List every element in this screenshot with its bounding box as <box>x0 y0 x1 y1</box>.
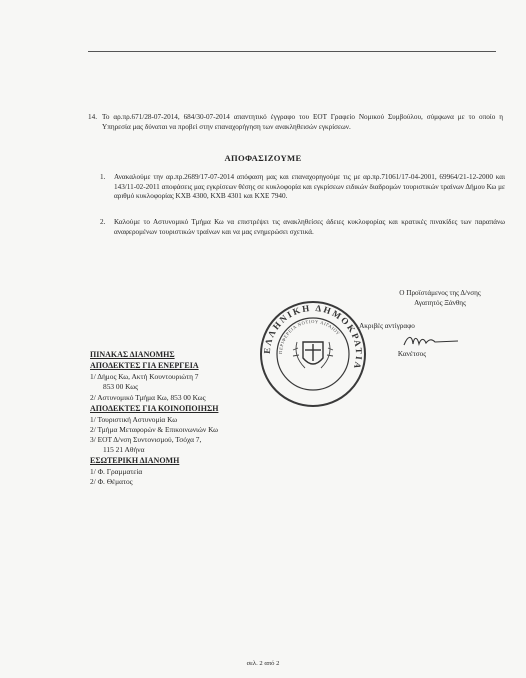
stamp-inner-text: ΠΕΡΙΦΕΡΕΙΑ ΝΟΤΙΟΥ ΑΙΓΑΙΟΥ <box>277 318 342 355</box>
stamp-ring-text: ΕΛΛΗΝΙΚΗ ΔΗΜΟΚΡΑΤΙΑ <box>261 302 365 372</box>
item-14-number: 14. <box>88 113 97 121</box>
distribution-title: ΠΙΝΑΚΑΣ ΔΙΑΝΟΜΗΣ <box>90 350 175 359</box>
signatory-name: Αγαπητός Ξάνθης <box>414 299 466 307</box>
internal-recipient-1: 1/ Φ. Γραμματεία <box>90 467 143 476</box>
internal-recipient-2: 2/ Φ. Θέματος <box>90 477 133 486</box>
item-14-text: Το αρ.πρ.671/28-07-2014, 684/30-07-2014 απαντητικό έγγραφο του ΕΟΤ Γραφείο Νομικού Συμβούλου, σύμφωνα με το οποίο η Υπηρεσία μας δύναται να προβεί στην επαναχορήγηση των ανακληθεισών εγκρίσεων. <box>102 113 503 131</box>
header-rule <box>88 51 496 52</box>
item-14 <box>88 113 503 132</box>
decision-1 <box>100 173 505 202</box>
action-recipient-2: 2/ Αστυνομικό Τμήμα Κω, 853 00 Κως <box>90 393 206 402</box>
decision-1-number: 1. <box>100 173 106 181</box>
notify-recipient-2: 2/ Τμήμα Μεταφορών & Επικοινωνιών Κω <box>90 425 219 434</box>
notify-recipient-1: 1/ Τουριστική Αστυνομία Κω <box>90 415 178 424</box>
decision-heading: ΑΠΟΦΑΣΙΖΟΥΜΕ <box>224 153 302 163</box>
official-stamp <box>257 298 369 410</box>
coat-of-arms-icon <box>293 342 333 368</box>
decision-2-text: Καλούμε το Αστυνομικό Τμήμα Κω να επιστρέψει τις ανακληθείσες άδειες κυκλοφορίας και κρατικές πινακίδες των παραπάνω αναφερομένων τουριστικών τραίνων και να μας ενημερώσει σχετικά. <box>114 218 505 236</box>
clerk-name: Κανέτσος <box>397 350 427 358</box>
decision-2-number: 2. <box>100 218 106 226</box>
notify-recipients-title: ΑΠΟΔΕΚΤΕΣ ΓΙΑ ΚΟΙΝΟΠΟΙΗΣΗ <box>90 404 219 413</box>
certified-copy-note: Ακριβές αντίγραφο <box>359 322 415 330</box>
notify-recipient-3: 3/ ΕΟΤ Δ/νση Συντονισμού, Τσόχα 7, <box>90 435 202 444</box>
action-recipient-1: 1/ Δήμος Κω, Ακτή Κουντουριώτη 7 <box>90 372 199 381</box>
decision-1-text: Ανακαλούμε την αρ.πρ.2689/17-07-2014 απόφαση μας και επαναχορηγούμε τις με αρ.πρ.71061/17-04-2001, 69964/21-12-2000 και 143/11-02-2011 αποφάσεις μας εγκρίσεων θέσης σε κυκλοφορία και εγκρίσεων ειδικών διαδρομών τουριστικών τραίνων Δήμου Κω με αριθμό κυκλοφορίας ΚΧΒ 4300, ΚΧΒ 4301 και ΚΧΕ 7940. <box>114 173 505 201</box>
handwritten-signature <box>402 333 460 349</box>
notify-recipient-3-city: 115 21 Αθήνα <box>103 445 145 454</box>
action-recipients-title: ΑΠΟΔΕΚΤΕΣ ΓΙΑ ΕΝΕΡΓΕΙΑ <box>90 361 199 370</box>
page-number: σελ. 2 από 2 <box>246 660 280 667</box>
action-recipient-1-postcode: 853 00 Κως <box>103 382 139 391</box>
decision-2 <box>100 218 505 237</box>
signatory-role: Ο Προϊστάμενος της Δ/νσης <box>399 289 481 297</box>
internal-distribution-title: ΕΣΩΤΕΡΙΚΗ ΔΙΑΝΟΜΗ <box>90 456 180 465</box>
